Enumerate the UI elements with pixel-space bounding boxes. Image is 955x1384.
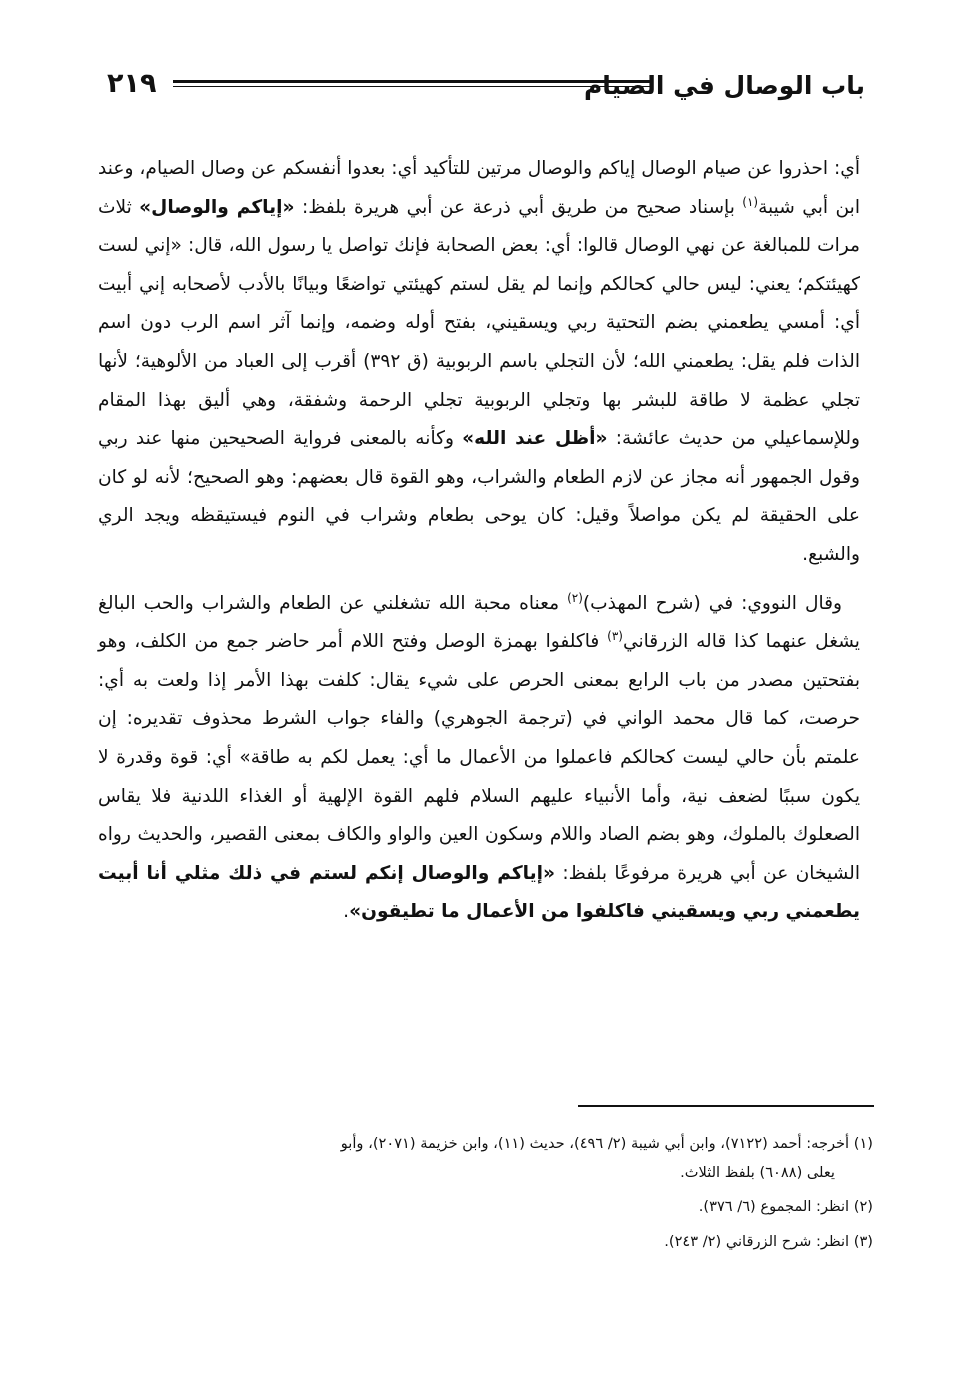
text-run: بإسناد صحيح من طريق أبي ذرعة عن أبي هريرة بلفظ:: [294, 196, 743, 218]
paragraph-1: [98, 150, 860, 575]
text-run: وكأنه بالمعنى فرواية الصحيحين منها عند ربي وقول الجمهور أنه مجاز عن لازم الطعام والشراب، وهو القوة قال بعضهم: وهو الصحيح؛ لأنه لو كان على الحقيقة لم يكن مواصلاً وقيل: كان يوحى بطعام وشراب في النوم فيستيقظه ويجد الري والشبع.: [98, 428, 860, 565]
footnote-text: انظر: المجموع (٦/ ٣٧٦).: [698, 1198, 850, 1216]
page-number: ٢١٩: [107, 68, 157, 99]
footnote-2: [98, 1193, 873, 1222]
footnote-number: (٣): [853, 1232, 873, 1250]
footnote-text: انظر: شرح الزرقاني (٢/ ٢٤٣).: [664, 1232, 850, 1250]
text-run: وقال النووي: في (شرح المهذب): [582, 592, 843, 614]
footnotes: [98, 1130, 873, 1262]
chapter-title: باب الوصال في الصيام: [583, 71, 865, 100]
text-run: ثلاث مرات للمبالغة عن نهي الوصال قالوا: أي: بعض الصحابة فإنك تواصل يا رسول الله، قال: «إني لست كهيئتكم؛ يعني: ليس حالي كحالكم وإنما لم يقل لستم كهيئتي تواضعًا وبيانًا بالأدب لأصحابه إني أبيت أي: أمسي يطعمني بضم التحتية ربي ويسقيني، بفتح أوله وضمه، وإنما آثر اسم الرب دون اسم الذات فلم يقل: يطعمني الله؛ لأن التجلي باسم الربوبية (ق ٣٩٢) أقرب إلى العباد من الألوهية؛ لأنها تجلي عظمة لا طاقة للبشر بها وتجلي الربوبية تجلي الرحمة وشفقة، وهي أليق بهذا المقام وللإسماعيلي من حديث عائشة:: [98, 196, 861, 450]
footnote-1: [98, 1130, 873, 1187]
footnote-ref-2: (٢): [567, 590, 583, 605]
header-rule: [173, 80, 653, 87]
text-run: .: [343, 901, 350, 923]
footnote-ref-3: (٣): [607, 628, 623, 643]
paragraph-2: [98, 585, 860, 932]
footnote-3: [98, 1228, 873, 1257]
text-run: فاكلفوا بهمزة الوصل وفتح اللام أمر حاضر جمع من الكلف، وهو بفتحتين مصدر من باب الرابع بمعنى الحرص على شيء يقال: كلفت بهذا الأمر إذا ولعت به أي: حرصت، كما قال محمد الواني في (ترجمة الجوهري) والفاء جواب الشرط محذوف تقديره: إن علمتم بأن حالي ليست كحالكم فاعملوا من الأعمال ما أي: يعمل لكم به طاقة» أي: قوة وقدرة لا يكون سببًا لضعف نية، وأما الأنبياء عليهم السلام فلهم القوة الإلهية أو الغذاء اللدنية فلا يقاس الصعلوك بالملوك، وهو بضم الصاد واللام وسكون العين والواو والكاف بمعنى القصير، والحديث رواه الشيخان عن أبي هريرة مرفوعًا بلفظ:: [98, 631, 861, 884]
footnote-text-continued: يعلى (٦٠٨٨) بلفظ الثلاث.: [680, 1163, 835, 1181]
footnote-number: (٢): [853, 1198, 873, 1216]
footnote-number: (١): [853, 1135, 873, 1152]
bold-quote: «إياكم والوصال إنكم لستم في ذلك مثلي أنا أبيت يطعمني ربي ويسقيني فاكلفوا من الأعمال ما تطيقون»: [98, 862, 860, 923]
page-header: [95, 62, 865, 112]
footnote-text: أخرجه: أحمد (٧١٢٢)، وابن أبي شيبة (٢/ ٤٩٦)، حديث (١١)، وابن خزيمة (٢٠٧١)، وأبو: [340, 1135, 850, 1152]
text-run: أي: احذروا عن صيام الوصال إياكم والوصال مرتين للتأكيد أي: بعدوا أنفسكم عن وصال الصيام، وعند ابن أبي شيبة: [98, 158, 860, 218]
footnote-ref-1: (١): [742, 194, 759, 209]
footnote-separator: [578, 1105, 874, 1107]
bold-quote: «إياكم والوصال»: [139, 196, 295, 218]
bold-quote: «أظل عند الله»: [462, 428, 608, 450]
main-text: [98, 150, 860, 932]
text-run: معناه محبة الله تشغلني عن الطعام والشراب والحب البالغ يشغل عنهما كذا قاله الزرقاني: [98, 592, 860, 653]
